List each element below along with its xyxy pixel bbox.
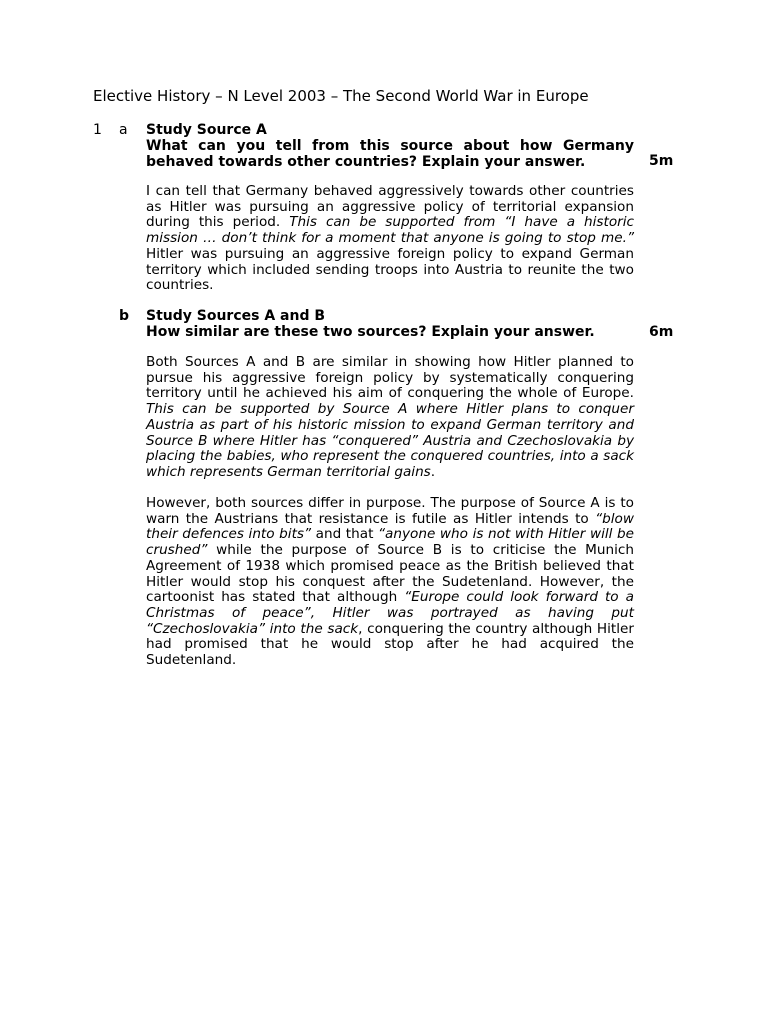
question-part-b-letter: b <box>119 308 130 324</box>
question-part-a-heading: Study Source A <box>146 122 267 138</box>
answer-part-b-p2-quote-3: “Europe could look forward to a Christmas of peace”, Hitler was portrayed as having put “Czechoslovakia” into the sack <box>146 589 634 637</box>
question-part-b-marks: 6m <box>649 324 674 340</box>
answer-part-b-p1-end: . <box>430 463 436 480</box>
answer-part-a-sentence-1: I can tell that Germany behaved aggressively towards other countries as Hitler was pursuing an aggressive policy of territorial expansion during this period. <box>146 183 634 231</box>
answer-part-b-paragraph-2 <box>146 496 634 669</box>
answer-part-b-p2-part-1: However, both sources differ in purpose. The purpose of Source A is to warn the Austrians that resistance is futile as Hitler intends to <box>146 495 634 527</box>
answer-part-b-p1-evidence: This can be supported by Source A where Hitler plans to conquer Austria as part of his historic mission to expand German territory and Source B where Hitler has “conquered” Austria and Czechoslovakia by placing the babies, who represent the conquered countries, into a sack which represents German territorial gains <box>146 401 634 480</box>
answer-part-b-p2-part-5: while the purpose of Source B is to criticise the Munich Agreement of 1938 which promised peace as the British believed that Hitler would stop his conquest after the Sudetenland. However, the cartoonist has stated that although <box>146 542 634 606</box>
question-part-a-text: What can you tell from this source about how Germany behaved towards other countries? Explain your answer. <box>146 138 634 170</box>
question-number: 1 <box>93 122 102 138</box>
answer-part-a <box>146 184 634 294</box>
question-part-a-letter: a <box>119 122 128 138</box>
answer-part-b-paragraph-1 <box>146 355 634 481</box>
question-part-a-marks: 5m <box>649 153 674 169</box>
answer-part-b-p2-part-7: , conquering the country although Hitler had promised that he would stop after he had acquired the Sudetenland. <box>146 620 634 669</box>
question-part-b-heading: Study Sources A and B <box>146 308 326 324</box>
answer-part-a-quote: This can be supported from “I have a historic mission … don’t think for a moment that anyone is going to stop me.” <box>146 214 634 247</box>
answer-part-b-p2-quote-2: “anyone who is not with Hitler will be crushed” <box>146 526 634 559</box>
question-part-b-text: How similar are these two sources? Explain your answer. <box>146 324 595 340</box>
answer-part-a-sentence-3: Hitler was pursuing an aggressive foreign policy to expand German territory which included sending troops into Austria to reunite the two countries. <box>146 245 634 294</box>
answer-part-b-p2-quote-1: “blow their defences into bits” <box>146 510 634 543</box>
document-title: Elective History – N Level 2003 – The Second World War in Europe <box>93 87 589 105</box>
answer-part-b-p2-part-3: and that <box>311 526 378 543</box>
answer-part-b-p1-sentence-1: Both Sources A and B are similar in showing how Hitler planned to pursue his aggressive foreign policy by systematically conquering territory until he achieved his aim of conquering the whole of Europe. <box>146 354 634 402</box>
